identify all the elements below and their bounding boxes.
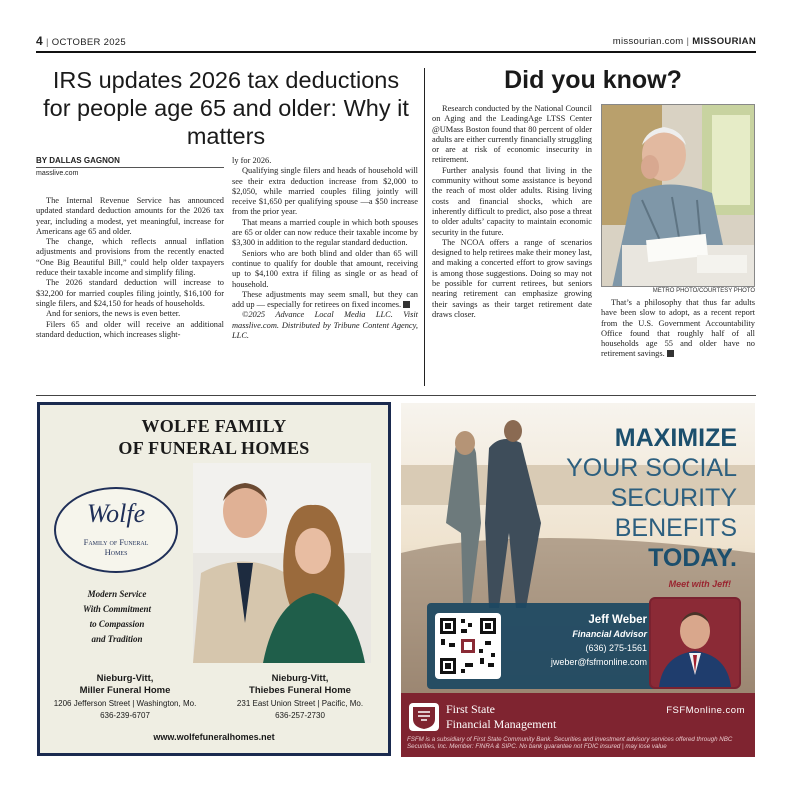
fsfm-logo-icon <box>409 703 439 731</box>
location-name: Miller Funeral Home <box>79 685 171 696</box>
wolfe-title-line1: WOLFE FAMILY <box>141 416 287 436</box>
paragraph: ly for 2026. <box>232 156 272 165</box>
fsfm-website[interactable]: FSFMonline.com <box>666 705 745 716</box>
fsfm-disclaimer: FSFM is a subsidiary of First State Community Bank. Securities and investment advisory services offered through NBC Securities, Inc. Member: FINRA & SIPC. No bank guarantee not FDIC insured | may lose value <box>407 736 733 750</box>
wolfe-logo-script: Wolfe <box>86 499 146 528</box>
location-address: 231 East Union Street | Pacific, Mo. <box>236 699 364 708</box>
section-rule <box>36 395 756 396</box>
wolfe-logo-sub-line2: Homes <box>104 547 128 557</box>
column-divider <box>424 68 425 386</box>
site-url[interactable]: missourian.com <box>612 36 684 47</box>
location-address: 1206 Jefferson Street | Washington, Mo. <box>53 699 197 708</box>
sidebar-headline: Did you know? <box>504 66 682 94</box>
tagline-line: With Commitment <box>83 604 151 614</box>
paragraph: Seniors who are both blind and older than 65 will continue to qualify for double that amount, receiving up to $4,100 extra if filing as single or as head of household. <box>232 248 418 289</box>
wolfe-ad-panel <box>40 405 388 753</box>
qr-code-graphic <box>435 613 501 679</box>
tagline-line: and Tradition <box>91 634 143 644</box>
paragraph: That means a married couple in which both spouses are 65 or older can now reduce their taxable income by $3,300 in addition to the regular standard deduction. <box>232 217 418 248</box>
sidebar-column-1 <box>432 104 592 320</box>
location-name: Thiebes Funeral Home <box>249 685 351 696</box>
directors-photo-image <box>193 463 371 663</box>
wolfe-logo-sub-line1: Family of Funeral <box>83 537 149 547</box>
location-thiebes <box>215 673 385 721</box>
qr-code-icon[interactable] <box>435 613 501 679</box>
location-miller <box>40 673 210 721</box>
advisor-phone[interactable]: (636) 275-1561 <box>585 643 647 653</box>
paragraph: The 2026 standard deduction will increase to $32,200 for married couples filing jointly, $16,100 for single filers, and $24,150 for heads of households. <box>36 278 224 308</box>
header-rule <box>36 51 756 53</box>
page-header <box>36 34 756 48</box>
article-headline: IRS updates 2026 tax deductions for people age 65 and older: Why it matters <box>43 67 409 149</box>
headline-line: BENEFITS <box>614 514 737 542</box>
location-phone[interactable]: 636-257-2730 <box>275 711 325 720</box>
location-name: Nieburg-Vitt, <box>96 673 154 684</box>
paragraph: The change, which reflects annual inflation adjustments and provisions from the recently enacted “One Big Beautiful Bill,” could help older taxpayers reduce their taxable income and simplify filing. <box>36 237 224 278</box>
paper-name: MISSOURIAN <box>692 36 756 47</box>
fsfm-ad[interactable] <box>401 403 755 757</box>
location-name: Nieburg-Vitt, <box>271 673 329 684</box>
advisor-info <box>551 613 647 669</box>
tagline-line: to Compassion <box>89 619 145 629</box>
header-left: 4 | OCTOBER 2025 <box>36 34 126 48</box>
advisor-portrait <box>649 597 741 689</box>
wolfe-ad-title <box>40 415 388 459</box>
wolfe-title-line2: OF FUNERAL HOMES <box>118 438 310 458</box>
firm-name <box>446 702 556 732</box>
directors-photo <box>193 463 371 663</box>
paragraph-text: That’s a philosophy that thus far adults have been slow to adopt, as a recent report from the U.S. Government Accountability Office found that roughly half of all households age 55 and older have no retirement savings. <box>601 298 755 359</box>
article-column-1 <box>36 196 224 340</box>
byline: BY DALLAS GAGNON <box>36 156 224 168</box>
paragraph: The Internal Revenue Service has announced updated standard deduction amounts for the 2026 tax year, including a modest, yet meaningful, increase for Americans age 65 and older. <box>36 196 224 236</box>
end-mark-icon <box>667 350 674 357</box>
paragraph: Research conducted by the National Council on Aging and the LeadingAge LTSS Center @UMass Boston found that 80 percent of older adults are either currently financially struggling or are at risk of economic insecurity in retirement. <box>432 104 592 165</box>
issue-date: OCTOBER 2025 <box>51 37 126 48</box>
article-credit: ©2025 Advance Local Media LLC. Visit masslive.com. Distributed by Tribune Content Agency, LLC. <box>232 310 418 341</box>
meet-callout: Meet with Jeff! <box>668 579 731 589</box>
firm-name-line2: Financial Management <box>446 717 557 731</box>
wolfe-tagline <box>54 587 180 647</box>
wolfe-logo-sub <box>56 537 176 557</box>
article-column-2 <box>232 156 418 341</box>
paragraph <box>232 290 418 311</box>
location-phone[interactable]: 636-239-6707 <box>100 711 150 720</box>
photo-credit: METRO PHOTO/COURTESY PHOTO <box>652 288 755 294</box>
advisor-email[interactable]: jweber@fsfmonline.com <box>550 657 647 667</box>
fsfm-footer-bar <box>401 693 755 757</box>
header-right: missourian.com | MISSOURIAN <box>612 36 756 47</box>
paragraph: Further analysis found that living in the community without some assistance is beyond the reach of most older adults. Rising living costs and financial shocks, which are inherently difficult to predict, also pose a threat to older adults’ capacity to maintain economic security in the future. <box>432 165 592 237</box>
senior-photo-image <box>602 105 755 287</box>
end-mark-icon <box>403 301 410 308</box>
advisor-portrait-image <box>651 599 739 687</box>
paragraph: The NCOA offers a range of scenarios designed to help retirees make their money last, and making a concerted effort to grow savings is among those suggestions. Doing so may not be possible for current retirees, but seniors nearing retirement can emphasize growing their savings as their target retirement date draws closer. <box>432 237 593 319</box>
paragraph: Filers 65 and older will receive an additional standard deduction, which increases slight- <box>36 319 224 339</box>
senior-photo <box>601 104 755 287</box>
headline-line: YOUR SOCIAL <box>566 454 737 482</box>
paragraph <box>601 298 755 360</box>
paragraph: And for seniors, the news is even better. <box>46 309 181 319</box>
wolfe-url[interactable]: www.wolfefuneralhomes.net <box>153 732 275 742</box>
article-source: masslive.com <box>36 170 79 177</box>
advisor-name: Jeff Weber <box>588 614 647 626</box>
paragraph-text: These adjustments may seem small, but they can add up — especially for retirees on fixed incomes. <box>232 289 418 310</box>
sidebar-column-2 <box>601 298 755 360</box>
firm-name-line1: First State <box>446 702 496 716</box>
fsfm-headline <box>566 423 737 573</box>
advisor-title: Financial Advisor <box>572 629 647 639</box>
wolfe-funeral-ad[interactable] <box>37 402 391 756</box>
headline-line: SECURITY <box>610 484 737 512</box>
page-number: 4 <box>36 34 43 48</box>
tagline-line: Modern Service <box>87 589 147 599</box>
paragraph: Qualifying single filers and heads of household will see their extra deduction increase from $2,000 to $2,050, while married couples filing jointly will receive $1,650 per qualifying spouse —a $50 increase from the prior year. <box>232 166 418 217</box>
headline-line: MAXIMIZE <box>614 424 737 452</box>
advisor-card <box>427 603 677 689</box>
headline-line: TODAY. <box>648 544 737 572</box>
wolfe-logo <box>54 487 178 573</box>
fsfm-logo-graphic <box>409 703 439 731</box>
